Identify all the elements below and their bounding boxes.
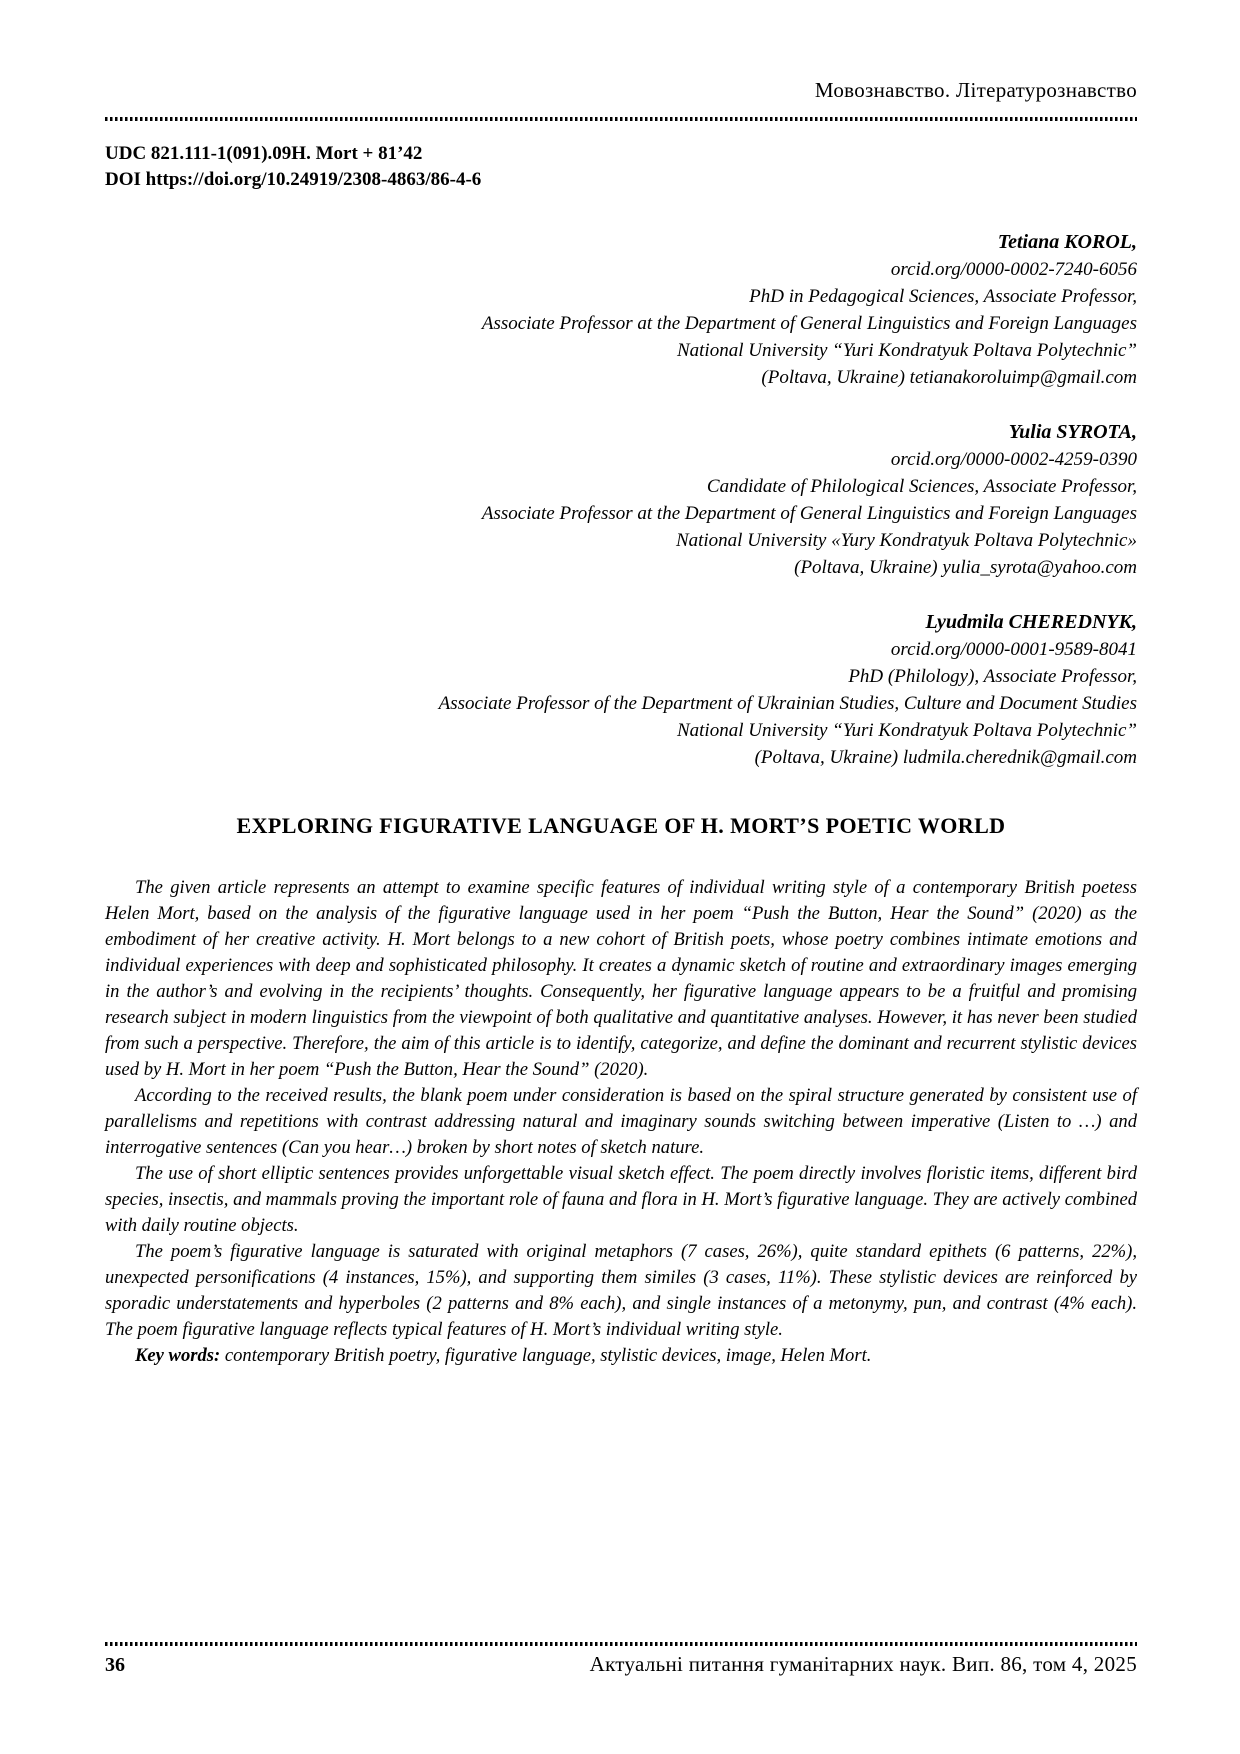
author-degree: PhD (Philology), Associate Professor, <box>848 666 1137 687</box>
article-title: EXPLORING FIGURATIVE LANGUAGE OF H. MORT’S POETIC WORLD <box>236 813 1006 838</box>
author-name: Lyudmila CHEREDNYK, <box>925 611 1137 633</box>
doi-line: DOI https://doi.org/10.24919/2308-4863/86-4-6 <box>105 169 482 190</box>
author-affiliation: National University «Yury Kondratyuk Poltava Polytechnic» <box>675 530 1137 551</box>
author-block-korol <box>105 229 1137 391</box>
author-block-cherednyk <box>105 609 1137 771</box>
keywords-line <box>105 1343 1137 1369</box>
footer-row <box>105 1652 1137 1677</box>
journal-section-title: Мовознавство. Літературознавство <box>814 78 1137 102</box>
author-name: Tetiana KOROL, <box>997 231 1137 253</box>
author-block-syrota <box>105 419 1137 581</box>
author-orcid: orcid.org/0000-0001-9589-8041 <box>890 639 1137 660</box>
abstract-paragraph: The use of short elliptic sentences provides unforgettable visual sketch effect. The poem directly involves floristic items, different bird species, insectis, and mammals proving the important role of fauna and flora in H. Mort’s figurative language. They are actively combined with daily routine objects. <box>105 1163 1137 1236</box>
author-position: Associate Professor of the Department of Ukrainian Studies, Culture and Document Studies <box>438 693 1137 714</box>
udc-line: UDC 821.111-1(091).09H. Mort + 81’42 <box>105 143 423 164</box>
abstract-paragraph: The given article represents an attempt to examine specific features of individual writing style of a contemporary British poetess Helen Mort, based on the analysis of the figurative language used in her poem “Push the Button, Hear the Sound” (2020) as the embodiment of her creative activity. H. Mort belongs to a new cohort of British poets, whose poetry combines intimate emotions and individual experiences with deep and sophisticated philosophy. It creates a dynamic sketch of routine and extraordinary images emerging in the author’s and evolving in the recipients’ thoughts. Consequently, her figurative language appears to be a fruitful and promising research subject in modern linguistics from the viewpoint of both qualitative and quantitative analyses. However, it has never been studied from such a perspective. Therefore, the aim of this article is to identify, categorize, and define the dominant and recurrent stylistic devices used by H. Mort in her poem “Push the Button, Hear the Sound” (2020). <box>105 877 1137 1080</box>
author-position: Associate Professor at the Department of General Linguistics and Foreign Languages <box>481 503 1137 524</box>
author-name: Yulia SYROTA, <box>1008 421 1137 443</box>
keywords-label: Key words: <box>135 1345 221 1366</box>
author-contact: (Poltava, Ukraine) tetianakoroluimp@gmail.com <box>761 367 1137 388</box>
top-dotted-rule <box>105 117 1137 121</box>
keywords-text: contemporary British poetry, figurative language, stylistic devices, image, Helen Mort. <box>220 1345 872 1366</box>
abstract-paragraph: According to the received results, the blank poem under consideration is based on the spiral structure generated by consistent use of parallelisms and repetitions with contrast addressing natural and imaginary sounds switching between imperative (Listen to …) and interrogative sentences (Can you hear…) broken by short notes of sketch nature. <box>105 1085 1137 1158</box>
author-contact: (Poltava, Ukraine) yulia_syrota@yahoo.com <box>794 557 1137 578</box>
authors-section <box>105 229 1137 771</box>
author-degree: Candidate of Philological Sciences, Associate Professor, <box>706 476 1137 497</box>
udc-doi-block <box>105 141 1137 193</box>
page-footer <box>105 1642 1137 1677</box>
author-contact: (Poltava, Ukraine) ludmila.cherednik@gmail.com <box>754 747 1137 768</box>
author-degree: PhD in Pedagogical Sciences, Associate Professor, <box>749 286 1137 307</box>
bottom-dotted-rule <box>105 1642 1137 1646</box>
author-affiliation: National University “Yuri Kondratyuk Poltava Polytechnic” <box>676 340 1137 361</box>
author-position: Associate Professor at the Department of General Linguistics and Foreign Languages <box>481 313 1137 334</box>
author-orcid: orcid.org/0000-0002-7240-6056 <box>890 259 1137 280</box>
abstract-section <box>105 875 1137 1369</box>
author-orcid: orcid.org/0000-0002-4259-0390 <box>890 449 1137 470</box>
page-number: 36 <box>105 1654 125 1676</box>
abstract-paragraph: The poem’s figurative language is saturated with original metaphors (7 cases, 26%), quite standard epithets (6 patterns, 22%), unexpected personifications (4 instances, 15%), and supporting them similes (3 cases, 11%). These stylistic devices are reinforced by sporadic understatements and hyperboles (2 patterns and 8% each), and single instances of a metonymy, pun, and contrast (4% each). The poem figurative language reflects typical features of H. Mort’s individual writing style. <box>105 1241 1137 1340</box>
article-page <box>105 0 1137 1369</box>
journal-info: Актуальні питання гуманітарних наук. Вип. 86, том 4, 2025 <box>589 1652 1137 1676</box>
author-affiliation: National University “Yuri Kondratyuk Poltava Polytechnic” <box>676 720 1137 741</box>
